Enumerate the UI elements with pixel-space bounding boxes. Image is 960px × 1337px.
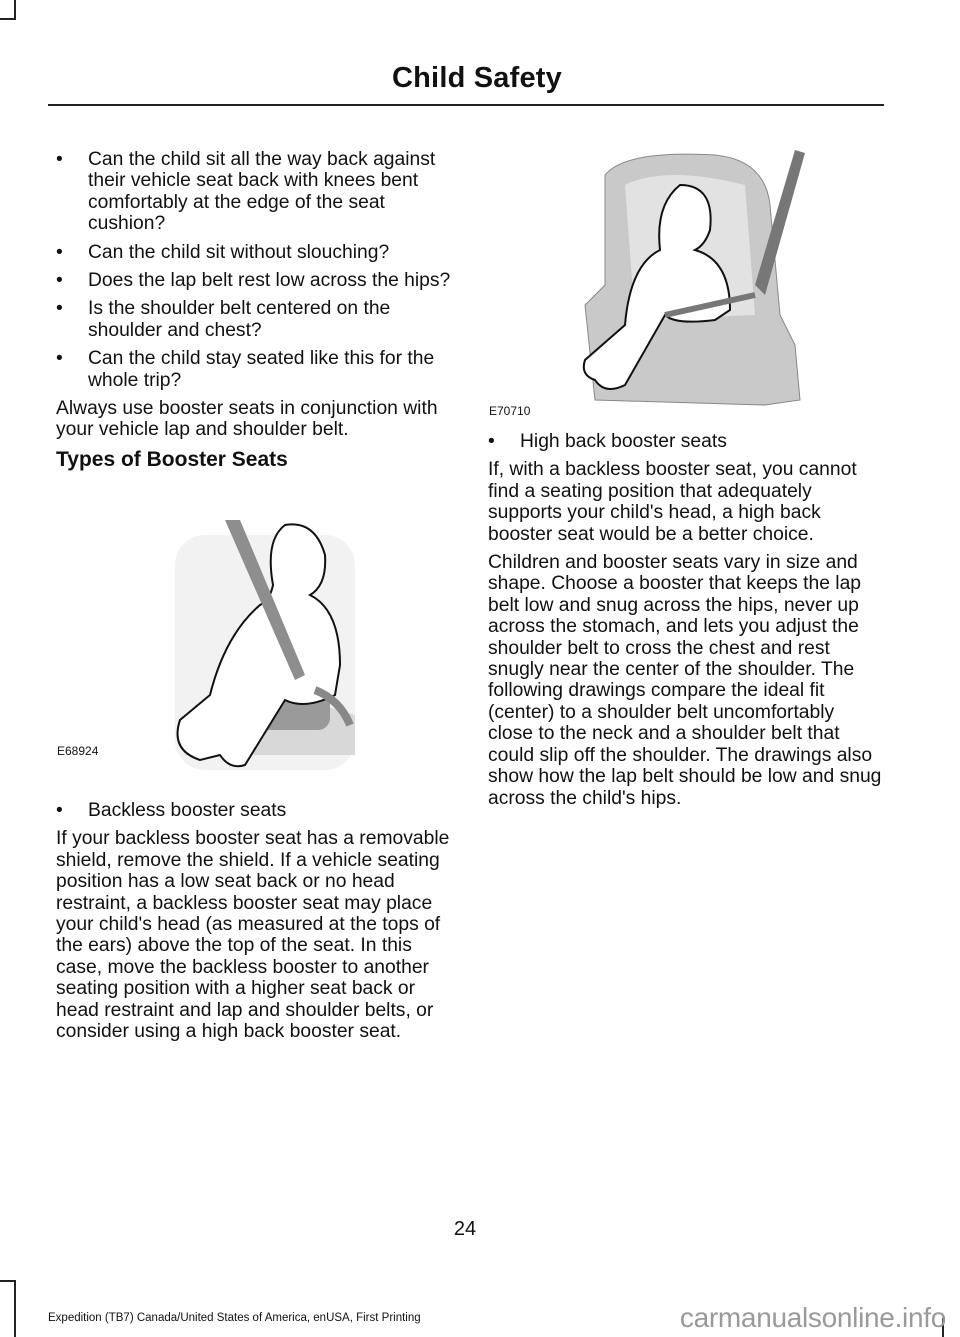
list-item: • Can the child sit without slouching? bbox=[56, 241, 390, 263]
header-divider bbox=[48, 104, 884, 106]
crop-mark bbox=[14, 0, 16, 18]
watermark: carmanualsonline.info bbox=[679, 1302, 946, 1333]
crop-mark bbox=[0, 18, 16, 20]
figure-id: E68924 bbox=[57, 744, 99, 758]
document-info: Expedition (TB7) Canada/United States of America, enUSA, First Printing bbox=[48, 1312, 421, 1324]
list-item: • Is the shoulder belt centered on the shoulder and chest? bbox=[56, 298, 391, 341]
figure-id: E70710 bbox=[489, 404, 531, 418]
crop-mark bbox=[14, 1280, 16, 1337]
left-column bbox=[56, 149, 451, 470]
left-column-lower bbox=[56, 800, 451, 1049]
backless-booster-illustration bbox=[165, 515, 365, 775]
list-item: • High back booster seats bbox=[488, 431, 727, 452]
right-column bbox=[488, 431, 882, 816]
paragraph: Children and booster seats vary in size and shape. Choose a booster that keeps the lap belt low and snug across the hips, never up across the stomach, and lets you adjust the shoulder belt to cross the chest and rest snugly near the center of the shoulder. The following drawings compare the ideal fit (center) to a shoulder belt uncomfortably close to the neck and a shoulder belt that could slip off the shoulder. The drawings also show how the lap belt should be low and snug across the child's hips. bbox=[488, 552, 882, 809]
list-item: • Does the lap belt rest low across the hips? bbox=[56, 270, 451, 292]
page-number: 24 bbox=[453, 1218, 477, 1240]
page-title: Child Safety bbox=[392, 62, 562, 94]
section-heading: Types of Booster Seats bbox=[56, 447, 288, 471]
list-item: • Can the child sit all the way back against their vehicle seat back with knees bent comfortably at the edge of the seat cushion? bbox=[56, 149, 436, 235]
high-back-booster-illustration bbox=[565, 145, 815, 410]
paragraph: Always use booster seats in conjunction with your vehicle lap and shoulder belt. bbox=[56, 398, 438, 441]
list-item: • Can the child stay seated like this for the whole trip? bbox=[56, 348, 435, 391]
paragraph: If, with a backless booster seat, you cannot find a seating position that adequately supports your child's head, a high back booster seat would be a better choice. bbox=[488, 459, 857, 545]
list-item: • Backless booster seats bbox=[56, 800, 287, 821]
paragraph: If your backless booster seat has a removable shield, remove the shield. If a vehicle seating position has a low seat back or no head restraint, a backless booster seat may place your child's head (as measured at the tops of the ears) above the top of the seat. In this case, move the backless booster to another seating position with a higher seat back or head restraint and lap and shoulder belts, or consider using a high back booster seat. bbox=[56, 828, 450, 1043]
crop-mark bbox=[0, 1280, 16, 1282]
